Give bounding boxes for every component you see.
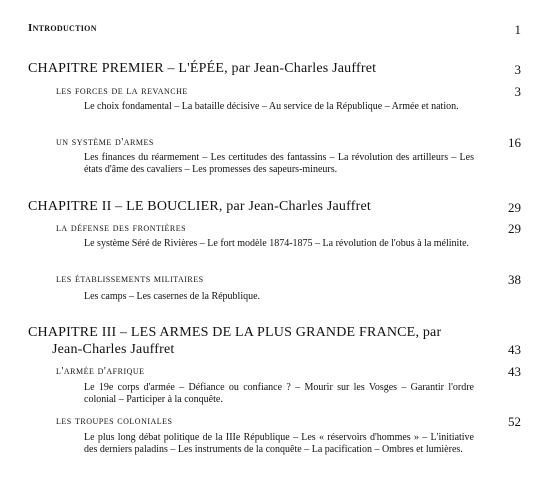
chapter-1-section-2-page: 16 (508, 135, 521, 150)
chapter-3-section-1-title: l'armée d'afrique (56, 365, 145, 377)
chapter-3-title-line-1: CHAPITRE III – LES ARMES DE LA PLUS GRANDE FRANCE, par (28, 325, 442, 340)
chapter-1-title: CHAPITRE PREMIER – L'ÉPÉE, par Jean-Charles Jauffret (28, 61, 377, 76)
chapter-3-page: 43 (508, 342, 521, 357)
chapter-3-section-2-page: 52 (508, 414, 521, 429)
chapter-2-section-1-page: 29 (508, 221, 521, 236)
chapter-3-title-line-2: Jean-Charles Jauffret (52, 342, 175, 357)
chapter-2-section-2-page: 38 (508, 272, 521, 287)
chapter-2-section-2-desc: Les camps – Les casernes de la République. (84, 291, 261, 302)
toc-intro-title: Introduction (28, 22, 97, 34)
chapter-1-section-2-desc: Les finances du réarmement – Les certitudes des fantassins – La révolution des artilleurs – Les états d'âme des cavaliers – Les promesses des sapeurs-mineurs. (84, 152, 474, 175)
chapter-2-title: CHAPITRE II – LE BOUCLIER, par Jean-Charles Jauffret (28, 199, 371, 214)
chapter-3-section-1-page: 43 (508, 364, 521, 379)
chapter-1-page: 3 (514, 62, 521, 77)
chapter-2-page: 29 (508, 200, 521, 215)
chapter-2-section-1-desc: Le système Séré de Rivières – Le fort modèle 1874-1875 – La révolution de l'obus à la mélinite. (84, 238, 470, 249)
chapter-3-section-2-desc: Le plus long débat politique de la IIIe République – Les « réservoirs d'hommes » – L'initiative des derniers paladins – Les instruments de la conquête – La pacification – Ombres et lumières. (84, 432, 474, 455)
chapter-3-section-2-title: les troupes coloniales (56, 415, 173, 427)
chapter-2-section-2-title: les établissements militaires (56, 273, 204, 285)
chapter-2-section-1-title: la défense des frontières (56, 222, 187, 234)
chapter-1-section-1-desc: Le choix fondamental – La bataille décisive – Au service de la République – Armée et nation. (84, 101, 459, 112)
chapter-1-section-2-title: un système d'armes (56, 136, 154, 148)
toc-intro-page: 1 (514, 22, 521, 37)
chapter-3-section-1-desc: Le 19e corps d'armée – Défiance ou confiance ? – Mourir sur les Vosges – Garantir l'ordre colonial – Participer à la conquête. (84, 382, 474, 405)
chapter-3-title (28, 324, 441, 358)
chapter-1-section-1-page: 3 (514, 84, 521, 99)
chapter-1-section-1-title: les forces de la revanche (56, 85, 188, 97)
